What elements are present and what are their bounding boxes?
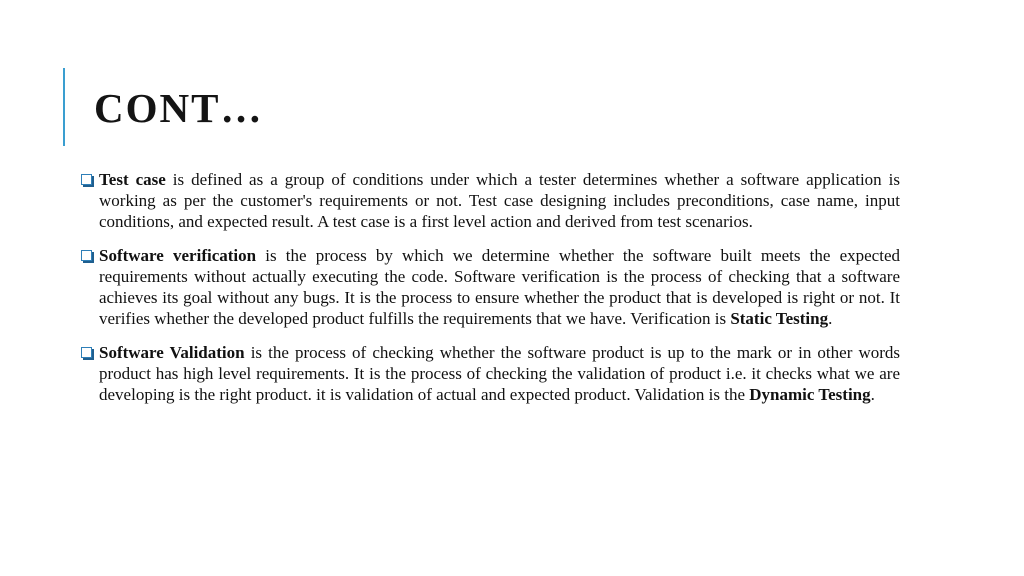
- bullet-list: [80, 169, 900, 418]
- bullet-emphasis: Static Testing: [730, 309, 829, 328]
- title-accent-bar: [63, 68, 65, 146]
- bullet-tail: .: [870, 385, 875, 404]
- bullet-term: Software verification: [99, 246, 257, 265]
- bullet-text: is the process by which we determine whether the software built meets the expected requirements without actually executing the code. Software verification is the process of checking that a software achieves its goal without any bugs. It is the process to ensure whether the product that is developed is right or not. It verifies whether the developed product fulfills the requirements that we have. Verification is: [99, 246, 900, 328]
- bullet-software-verification: [80, 245, 900, 329]
- bullet-text: is defined as a group of conditions under which a tester determines whether a software application is working as per the customer's requirements or not. Test case designing includes preconditions, case name, input conditions, and expected result. A test case is a first level action and derived from test scenarios.: [99, 170, 901, 231]
- hollow-square-bullet-icon: [81, 250, 92, 261]
- bullet-term: Test case: [99, 170, 166, 189]
- slide-title: CONT…: [94, 85, 264, 131]
- bullet-emphasis: Dynamic Testing: [749, 385, 871, 404]
- hollow-square-bullet-icon: [81, 347, 92, 358]
- bullet-tail: .: [828, 309, 833, 328]
- bullet-test-case: [80, 169, 900, 232]
- bullet-term: Software Validation: [99, 343, 245, 362]
- bullet-text: is the process of checking whether the software product is up to the mark or in other words product has high level requirements. It is the process of checking the validation of product i.e. it checks what we are developing is the right product. it is validation of actual and expected product. Validation is the: [99, 343, 900, 404]
- hollow-square-bullet-icon: [81, 174, 92, 185]
- bullet-software-validation: [80, 342, 900, 405]
